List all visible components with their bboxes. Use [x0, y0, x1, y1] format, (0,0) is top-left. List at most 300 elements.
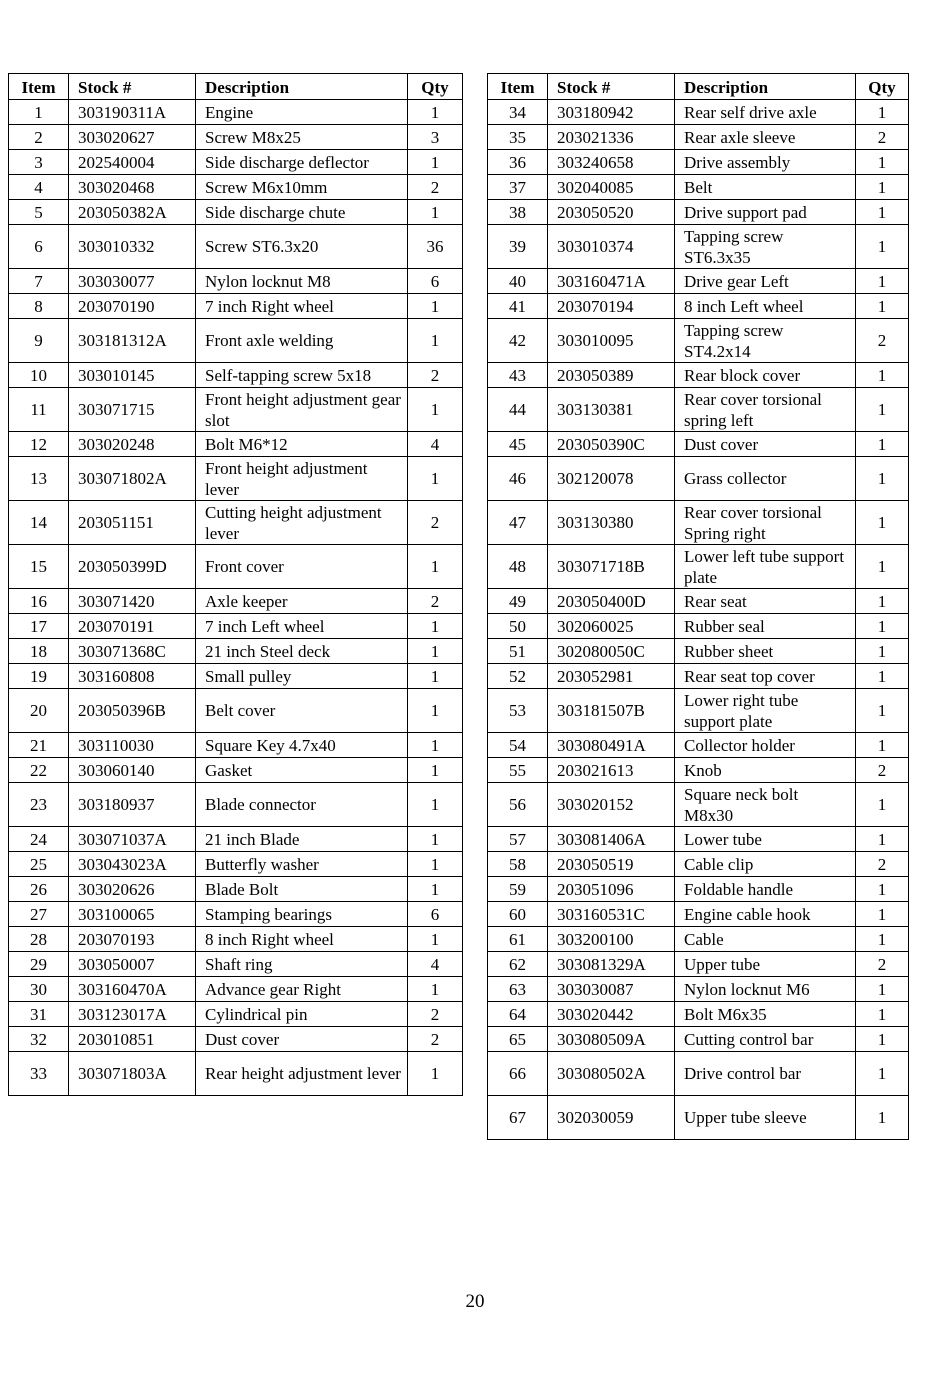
cell-description: 8 inch Right wheel — [196, 927, 408, 952]
cell-item: 13 — [9, 457, 69, 501]
cell-qty: 2 — [408, 363, 463, 388]
table-row — [488, 175, 909, 200]
cell-description: Square Key 4.7x40 — [196, 733, 408, 758]
table-row — [9, 1002, 463, 1027]
table-row — [488, 125, 909, 150]
cell-stock: 303130381 — [548, 388, 675, 432]
cell-qty: 2 — [408, 175, 463, 200]
cell-item: 44 — [488, 388, 548, 432]
cell-item: 37 — [488, 175, 548, 200]
cell-stock: 303181312A — [69, 319, 196, 363]
table-row — [9, 457, 463, 501]
cell-qty: 1 — [856, 639, 909, 664]
cell-stock: 303020626 — [69, 877, 196, 902]
cell-qty: 1 — [856, 100, 909, 125]
cell-stock: 303130380 — [548, 501, 675, 545]
cell-item: 41 — [488, 294, 548, 319]
cell-qty: 1 — [856, 363, 909, 388]
cell-item: 25 — [9, 852, 69, 877]
cell-description: Blade Bolt — [196, 877, 408, 902]
cell-qty: 2 — [856, 952, 909, 977]
table-row — [488, 733, 909, 758]
parts-table-left-body — [9, 100, 463, 1096]
cell-qty: 1 — [408, 852, 463, 877]
cell-stock: 302060025 — [548, 614, 675, 639]
table-row — [9, 977, 463, 1002]
cell-qty: 1 — [408, 1052, 463, 1096]
cell-item: 6 — [9, 225, 69, 269]
cell-qty: 2 — [856, 125, 909, 150]
cell-qty: 1 — [856, 388, 909, 432]
cell-qty: 1 — [856, 877, 909, 902]
cell-stock: 303181507B — [548, 689, 675, 733]
cell-qty: 1 — [856, 269, 909, 294]
cell-item: 21 — [9, 733, 69, 758]
cell-description: Upper tube sleeve — [675, 1096, 856, 1140]
table-row — [488, 1002, 909, 1027]
cell-description: Foldable handle — [675, 877, 856, 902]
cell-qty: 3 — [408, 125, 463, 150]
col-header-stock: Stock # — [548, 74, 675, 100]
cell-stock: 203052981 — [548, 664, 675, 689]
cell-item: 51 — [488, 639, 548, 664]
cell-qty: 1 — [856, 294, 909, 319]
cell-description: Upper tube — [675, 952, 856, 977]
cell-description: Rear cover torsional spring left — [675, 388, 856, 432]
cell-qty: 1 — [408, 545, 463, 589]
cell-description: Gasket — [196, 758, 408, 783]
table-row — [488, 689, 909, 733]
cell-item: 40 — [488, 269, 548, 294]
cell-item: 15 — [9, 545, 69, 589]
table-row — [488, 200, 909, 225]
cell-stock: 203050396B — [69, 689, 196, 733]
col-header-item: Item — [488, 74, 548, 100]
header-row — [488, 74, 909, 100]
table-row — [9, 902, 463, 927]
table-row — [9, 545, 463, 589]
cell-description: Rear self drive axle — [675, 100, 856, 125]
table-row — [9, 827, 463, 852]
cell-stock: 203070191 — [69, 614, 196, 639]
table-row — [9, 294, 463, 319]
cell-stock: 302040085 — [548, 175, 675, 200]
cell-item: 32 — [9, 1027, 69, 1052]
cell-item: 9 — [9, 319, 69, 363]
table-row — [9, 125, 463, 150]
cell-qty: 1 — [408, 319, 463, 363]
cell-stock: 203021336 — [548, 125, 675, 150]
cell-item: 22 — [9, 758, 69, 783]
cell-item: 19 — [9, 664, 69, 689]
cell-qty: 2 — [408, 501, 463, 545]
cell-stock: 303010095 — [548, 319, 675, 363]
cell-stock: 303071718B — [548, 545, 675, 589]
col-header-description: Description — [675, 74, 856, 100]
table-row — [9, 614, 463, 639]
cell-description: Front cover — [196, 545, 408, 589]
cell-item: 34 — [488, 100, 548, 125]
cell-stock: 303081329A — [548, 952, 675, 977]
col-header-qty: Qty — [856, 74, 909, 100]
cell-description: Blade connector — [196, 783, 408, 827]
cell-stock: 303020627 — [69, 125, 196, 150]
cell-description: Bolt M6*12 — [196, 432, 408, 457]
table-row — [9, 664, 463, 689]
cell-item: 45 — [488, 432, 548, 457]
table-row — [488, 501, 909, 545]
cell-description: Rear block cover — [675, 363, 856, 388]
table-row — [9, 852, 463, 877]
cell-description: 8 inch Left wheel — [675, 294, 856, 319]
cell-description: Cutting control bar — [675, 1027, 856, 1052]
cell-stock: 302080050C — [548, 639, 675, 664]
cell-item: 36 — [488, 150, 548, 175]
cell-qty: 1 — [408, 927, 463, 952]
cell-item: 11 — [9, 388, 69, 432]
cell-item: 7 — [9, 269, 69, 294]
cell-qty: 1 — [856, 432, 909, 457]
table-row — [9, 269, 463, 294]
cell-description: Rubber sheet — [675, 639, 856, 664]
cell-description: 21 inch Steel deck — [196, 639, 408, 664]
cell-stock: 203051151 — [69, 501, 196, 545]
cell-item: 60 — [488, 902, 548, 927]
cell-qty: 4 — [408, 952, 463, 977]
cell-qty: 1 — [408, 827, 463, 852]
table-row — [488, 664, 909, 689]
cell-description: Nylon locknut M8 — [196, 269, 408, 294]
table-row — [488, 852, 909, 877]
cell-description: Side discharge deflector — [196, 150, 408, 175]
cell-qty: 1 — [856, 1096, 909, 1140]
cell-stock: 303060140 — [69, 758, 196, 783]
cell-item: 39 — [488, 225, 548, 269]
cell-item: 4 — [9, 175, 69, 200]
cell-description: Front axle welding — [196, 319, 408, 363]
cell-item: 59 — [488, 877, 548, 902]
table-row — [9, 689, 463, 733]
cell-description: Cutting height adjustment lever — [196, 501, 408, 545]
cell-item: 28 — [9, 927, 69, 952]
cell-description: Small pulley — [196, 664, 408, 689]
table-row — [9, 733, 463, 758]
cell-stock: 303071420 — [69, 589, 196, 614]
cell-item: 1 — [9, 100, 69, 125]
cell-qty: 1 — [856, 664, 909, 689]
parts-table-left — [8, 73, 463, 1096]
table-row — [488, 545, 909, 589]
table-row — [9, 758, 463, 783]
cell-qty: 2 — [408, 589, 463, 614]
table-row — [9, 100, 463, 125]
cell-stock: 203070194 — [548, 294, 675, 319]
cell-stock: 203050389 — [548, 363, 675, 388]
cell-stock: 303190311A — [69, 100, 196, 125]
table-row — [488, 225, 909, 269]
cell-qty: 1 — [408, 100, 463, 125]
table-row — [488, 1027, 909, 1052]
cell-description: Shaft ring — [196, 952, 408, 977]
table-row — [9, 319, 463, 363]
cell-description: Stamping bearings — [196, 902, 408, 927]
cell-item: 31 — [9, 1002, 69, 1027]
cell-stock: 203050390C — [548, 432, 675, 457]
cell-stock: 303050007 — [69, 952, 196, 977]
cell-stock: 203050399D — [69, 545, 196, 589]
table-row — [9, 639, 463, 664]
cell-stock: 203021613 — [548, 758, 675, 783]
cell-qty: 1 — [408, 614, 463, 639]
cell-stock: 303160470A — [69, 977, 196, 1002]
table-row — [9, 589, 463, 614]
cell-qty: 1 — [856, 200, 909, 225]
col-header-qty: Qty — [408, 74, 463, 100]
cell-item: 63 — [488, 977, 548, 1002]
table-row — [488, 457, 909, 501]
table-row — [488, 1096, 909, 1140]
cell-description: Front height adjustment gear slot — [196, 388, 408, 432]
cell-qty: 1 — [856, 614, 909, 639]
table-row — [488, 363, 909, 388]
cell-stock: 203051096 — [548, 877, 675, 902]
cell-qty: 2 — [856, 758, 909, 783]
table-row — [488, 927, 909, 952]
cell-stock: 303010374 — [548, 225, 675, 269]
cell-stock: 303080491A — [548, 733, 675, 758]
table-row — [9, 225, 463, 269]
table-row — [9, 363, 463, 388]
cell-item: 30 — [9, 977, 69, 1002]
cell-qty: 1 — [856, 733, 909, 758]
table-row — [488, 294, 909, 319]
cell-description: Drive support pad — [675, 200, 856, 225]
cell-stock: 203050519 — [548, 852, 675, 877]
cell-qty: 1 — [856, 225, 909, 269]
cell-item: 23 — [9, 783, 69, 827]
cell-item: 33 — [9, 1052, 69, 1096]
cell-stock: 303071368C — [69, 639, 196, 664]
cell-item: 12 — [9, 432, 69, 457]
cell-stock: 203010851 — [69, 1027, 196, 1052]
cell-qty: 1 — [856, 689, 909, 733]
cell-qty: 1 — [856, 589, 909, 614]
cell-qty: 1 — [856, 457, 909, 501]
table-row — [488, 783, 909, 827]
cell-stock: 303200100 — [548, 927, 675, 952]
cell-description: Engine — [196, 100, 408, 125]
table-row — [9, 200, 463, 225]
cell-qty: 1 — [408, 758, 463, 783]
cell-stock: 303010145 — [69, 363, 196, 388]
col-header-description: Description — [196, 74, 408, 100]
cell-item: 5 — [9, 200, 69, 225]
cell-qty: 2 — [856, 319, 909, 363]
col-header-item: Item — [9, 74, 69, 100]
cell-description: Drive assembly — [675, 150, 856, 175]
cell-qty: 1 — [856, 501, 909, 545]
cell-qty: 2 — [408, 1002, 463, 1027]
cell-description: Lower left tube support plate — [675, 545, 856, 589]
cell-stock: 203050382A — [69, 200, 196, 225]
table-row — [488, 589, 909, 614]
cell-item: 3 — [9, 150, 69, 175]
table-row — [9, 783, 463, 827]
cell-stock: 203070190 — [69, 294, 196, 319]
cell-item: 16 — [9, 589, 69, 614]
cell-description: Tapping screw ST4.2x14 — [675, 319, 856, 363]
col-header-stock: Stock # — [69, 74, 196, 100]
cell-description: Lower right tube support plate — [675, 689, 856, 733]
cell-qty: 2 — [408, 1027, 463, 1052]
table-row — [488, 758, 909, 783]
table-row — [488, 319, 909, 363]
cell-stock: 303020152 — [548, 783, 675, 827]
table-row — [488, 877, 909, 902]
cell-item: 48 — [488, 545, 548, 589]
cell-description: Dust cover — [196, 1027, 408, 1052]
table-row — [488, 388, 909, 432]
table-row — [488, 614, 909, 639]
cell-stock: 303180942 — [548, 100, 675, 125]
cell-description: Rear height adjustment lever — [196, 1052, 408, 1096]
cell-description: Bolt M6x35 — [675, 1002, 856, 1027]
cell-stock: 303043023A — [69, 852, 196, 877]
cell-item: 42 — [488, 319, 548, 363]
cell-stock: 303100065 — [69, 902, 196, 927]
cell-item: 58 — [488, 852, 548, 877]
cell-stock: 203050400D — [548, 589, 675, 614]
cell-qty: 1 — [856, 902, 909, 927]
cell-description: Rear seat top cover — [675, 664, 856, 689]
cell-item: 62 — [488, 952, 548, 977]
cell-description: Tapping screw ST6.3x35 — [675, 225, 856, 269]
cell-stock: 303030077 — [69, 269, 196, 294]
cell-description: 21 inch Blade — [196, 827, 408, 852]
cell-stock: 303160531C — [548, 902, 675, 927]
cell-description: Rear cover torsional Spring right — [675, 501, 856, 545]
cell-stock: 303080509A — [548, 1027, 675, 1052]
cell-qty: 1 — [408, 664, 463, 689]
cell-stock: 302120078 — [548, 457, 675, 501]
cell-item: 64 — [488, 1002, 548, 1027]
cell-description: 7 inch Right wheel — [196, 294, 408, 319]
cell-qty: 6 — [408, 269, 463, 294]
table-row — [488, 977, 909, 1002]
table-row — [488, 100, 909, 125]
cell-qty: 1 — [408, 388, 463, 432]
cell-stock: 303240658 — [548, 150, 675, 175]
cell-item: 50 — [488, 614, 548, 639]
cell-description: Knob — [675, 758, 856, 783]
cell-description: Screw ST6.3x20 — [196, 225, 408, 269]
cell-item: 47 — [488, 501, 548, 545]
cell-item: 54 — [488, 733, 548, 758]
cell-stock: 303123017A — [69, 1002, 196, 1027]
table-row — [9, 1027, 463, 1052]
table-row — [9, 150, 463, 175]
cell-item: 56 — [488, 783, 548, 827]
cell-description: 7 inch Left wheel — [196, 614, 408, 639]
cell-item: 35 — [488, 125, 548, 150]
cell-stock: 303180937 — [69, 783, 196, 827]
cell-description: Cable clip — [675, 852, 856, 877]
cell-description: Self-tapping screw 5x18 — [196, 363, 408, 388]
cell-item: 66 — [488, 1052, 548, 1096]
cell-stock: 302030059 — [548, 1096, 675, 1140]
cell-stock: 303071037A — [69, 827, 196, 852]
cell-qty: 1 — [856, 827, 909, 852]
cell-stock: 303010332 — [69, 225, 196, 269]
cell-qty: 1 — [408, 733, 463, 758]
cell-qty: 1 — [408, 457, 463, 501]
cell-item: 14 — [9, 501, 69, 545]
cell-description: Belt cover — [196, 689, 408, 733]
cell-item: 17 — [9, 614, 69, 639]
cell-item: 52 — [488, 664, 548, 689]
cell-qty: 36 — [408, 225, 463, 269]
cell-item: 38 — [488, 200, 548, 225]
table-row — [488, 150, 909, 175]
cell-stock: 303071803A — [69, 1052, 196, 1096]
cell-stock: 203070193 — [69, 927, 196, 952]
cell-qty: 1 — [856, 150, 909, 175]
cell-item: 24 — [9, 827, 69, 852]
cell-description: Screw M8x25 — [196, 125, 408, 150]
cell-qty: 4 — [408, 432, 463, 457]
cell-qty: 1 — [856, 1052, 909, 1096]
table-row — [488, 902, 909, 927]
cell-description: Side discharge chute — [196, 200, 408, 225]
table-row — [488, 639, 909, 664]
cell-item: 2 — [9, 125, 69, 150]
table-row — [488, 952, 909, 977]
cell-description: Engine cable hook — [675, 902, 856, 927]
cell-item: 43 — [488, 363, 548, 388]
cell-item: 61 — [488, 927, 548, 952]
cell-description: Front height adjustment lever — [196, 457, 408, 501]
cell-qty: 1 — [408, 294, 463, 319]
cell-stock: 303080502A — [548, 1052, 675, 1096]
cell-qty: 1 — [856, 1002, 909, 1027]
cell-description: Cable — [675, 927, 856, 952]
cell-stock: 303071802A — [69, 457, 196, 501]
cell-stock: 303020442 — [548, 1002, 675, 1027]
cell-qty: 1 — [856, 927, 909, 952]
cell-qty: 1 — [856, 783, 909, 827]
cell-description: Advance gear Right — [196, 977, 408, 1002]
table-row — [9, 927, 463, 952]
table-row — [9, 952, 463, 977]
cell-stock: 303110030 — [69, 733, 196, 758]
cell-qty: 6 — [408, 902, 463, 927]
cell-qty: 1 — [856, 977, 909, 1002]
cell-qty: 2 — [856, 852, 909, 877]
cell-qty: 1 — [408, 200, 463, 225]
cell-qty: 1 — [408, 150, 463, 175]
table-row — [9, 501, 463, 545]
cell-description: Rubber seal — [675, 614, 856, 639]
cell-stock: 303071715 — [69, 388, 196, 432]
cell-qty: 1 — [408, 877, 463, 902]
cell-qty: 1 — [408, 639, 463, 664]
cell-description: Belt — [675, 175, 856, 200]
table-row — [488, 432, 909, 457]
cell-qty: 1 — [408, 689, 463, 733]
table-row — [9, 388, 463, 432]
cell-stock: 303020468 — [69, 175, 196, 200]
cell-qty: 1 — [856, 545, 909, 589]
